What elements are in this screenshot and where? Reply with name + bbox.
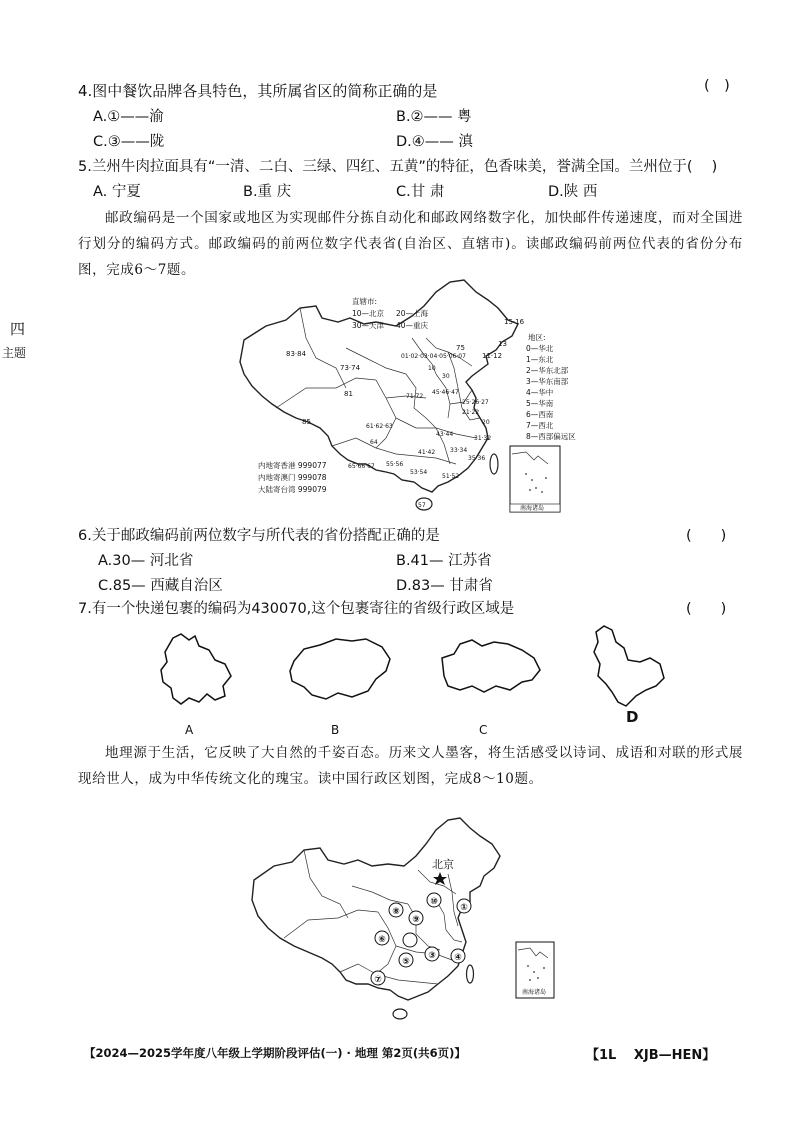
marker-label-10: ⑩ [430,897,438,907]
code-label: 55·56 [386,461,404,468]
code-label: 13 [498,340,507,348]
passage-culture-text: 地理源于生活，它反映了大自然的千姿百态。历来文人墨客，将生活感受以诗词、成语和对联的形式展现给世人，成为中华传统文化的瑰宝。读中国行政区划图，完成8～10题。 [78,745,743,787]
q6-option-a: A.30— 河北省 [98,553,194,569]
q7-choice-d: D [626,708,639,726]
region-legend-item: 6—西南 [526,410,554,419]
municipal-legend-item: 40—重庆 [396,321,429,330]
special-code-item: 大陆寄台湾 999079 [258,485,327,494]
q7-choice-c: C [479,723,488,737]
marker-label-1: ① [460,903,468,913]
code-label: 53·54 [410,469,428,476]
q4-option-a: A.①——渝 [93,109,164,125]
region-legend-item: 5—华南 [526,399,554,408]
q4-option-c: C.③——陇 [93,134,165,150]
footer-right: 【1L XJB—HEN】 [586,1048,716,1063]
q4-option-d: D.④—— 滇 [396,134,473,150]
region-legend-item: 4—华中 [526,388,554,397]
postal-code-map [236,278,586,516]
south-china-sea-inset-2 [516,942,554,998]
municipal-legend-item: 30—天津 [352,321,385,330]
region-legend-item: 8—西部偏远区 [526,432,576,441]
special-code-item: 内地寄香港 999077 [258,461,327,470]
q5-option-b: B.重 庆 [243,184,292,200]
code-label: 61·62·63 [366,423,393,430]
passage-culture [78,740,743,792]
province-shape-b [286,635,396,705]
code-label: 41·42 [418,449,436,456]
code-label: 10 [428,365,436,372]
marker-label-4: ④ [454,953,462,963]
municipal-legend-item: 10—北京 [352,309,385,318]
q7-answer-paren: ( ) [686,601,727,617]
inset-label-2: 南海诸岛 [521,989,547,996]
region-legend-item: 2—华东北部 [526,366,569,375]
q4-answer-paren: ( ) [704,78,730,94]
region-legend-item: 1—东北 [526,355,554,364]
province-shape-d [586,622,668,712]
region-legend-item: 7—西北 [526,421,554,430]
q5-option-a: A. 宁夏 [93,184,141,200]
q5-stem: 5.兰州牛肉拉面具有“一清、二白、三绿、四红、五黄”的特征，色香味美，誉满全国。兰州位于( ) [78,159,718,175]
q4-option-b: B.②—— 粤 [396,109,472,125]
code-label: 30 [442,373,450,380]
marker-label-9: ⑨ [412,915,420,925]
code-label: 71·72 [406,393,424,400]
code-label: 64 [370,439,378,446]
special-codes [258,460,327,494]
code-label: 83·84 [286,350,307,358]
code-label: 73·74 [340,364,361,372]
code-label: 31·32 [474,435,492,442]
marker-label-5: ⑤ [402,957,410,967]
margin-label-2: 主题 [2,346,27,360]
code-label: 33·34 [450,447,468,454]
code-label: 45·46·47 [432,389,459,396]
region-legend [526,332,576,441]
q4-stem: 4.图中餐饮品牌各具特色，其所属省区的简称正确的是 [78,82,438,100]
code-label: 21·22 [462,409,480,416]
administrative-map [248,800,558,1025]
province-shape-c [436,636,546,702]
special-code-item: 内地寄澳门 999078 [258,473,327,482]
code-label: 65·66·67 [348,463,375,470]
hainan-island-2 [393,1009,407,1019]
taiwan-island [490,454,498,474]
q7-choice-b: B [331,723,340,737]
q5-option-d: D.陕 西 [548,184,598,200]
passage-postal-code-text: 邮政编码是一个国家或地区为实现邮件分拣自动化和邮政网络数字化，加快邮件传递速度，而对全国进行划分的编码方式。邮政编码的前两位数字代表省(自治区、直辖市)。读邮政编码前两位代表的省份分布图，完成6～7题。 [78,210,743,278]
region-legend-item: 3—华东南部 [526,377,569,386]
q6-option-d: D.83— 甘肃省 [396,578,493,594]
code-label: 35·36 [468,455,486,462]
q6-option-c: C.85— 西藏自治区 [98,578,223,594]
q6-option-b: B.41— 江苏省 [396,553,492,569]
code-label: 25·26·27 [462,399,489,406]
taiwan-island-2 [467,965,474,983]
marker-label-7: ⑦ [374,975,382,985]
code-label: 75 [456,344,465,352]
marker-label-6: ⑥ [378,935,386,945]
code-label: 43·44 [436,431,454,438]
q5-option-c: C.甘 肃 [396,184,445,200]
province-shape-a [155,632,235,712]
code-label: 11·12 [482,352,503,360]
south-china-sea-inset [510,446,560,512]
region-legend-title: 地区: [528,333,546,342]
code-label: 20 [482,419,490,426]
q7-choice-a: A [185,723,194,737]
code-label: 01·02·03·04·05·06·07 [401,353,466,360]
q6-answer-paren: ( ) [686,528,727,544]
code-label: 51·52 [442,473,460,480]
q6-stem: 6.关于邮政编码前两位数字与所代表的省份搭配正确的是 [78,528,440,544]
inset-label: 南海诸岛 [520,505,545,512]
passage-postal-code [78,205,743,283]
beijing-label: 北京 [432,858,454,871]
code-label: 85 [302,418,311,426]
code-label: 15·16 [504,318,525,326]
marker-label-8: ⑧ [392,907,400,917]
code-label: 57 [418,502,426,509]
footer-left: 【2024—2025学年度八年级上学期阶段评估(一) · 地理 第2页(共6页)】 [84,1046,466,1060]
municipal-legend-item: 20—上海 [396,309,429,318]
marker-label-3: ③ [428,951,436,961]
margin-label-1: 四 [10,320,26,338]
region-legend-item: 0—华北 [526,344,554,353]
code-label: 81 [344,390,353,398]
q7-stem: 7.有一个快递包裹的编码为430070,这个包裹寄往的省级行政区域是 [78,601,515,617]
municipal-legend-title: 直辖市: [352,297,378,306]
